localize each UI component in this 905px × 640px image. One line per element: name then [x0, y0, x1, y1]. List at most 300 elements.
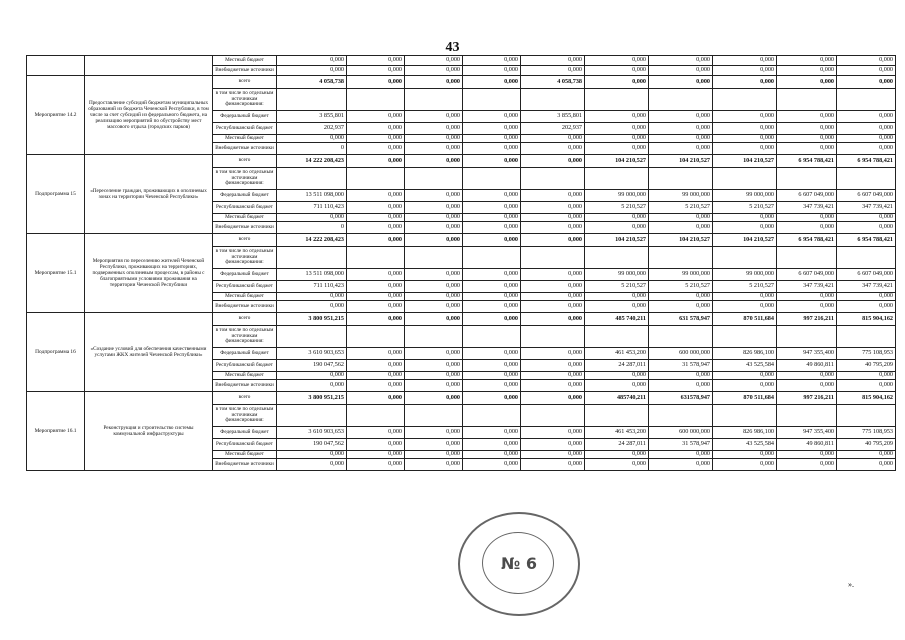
amount-cell: 6 954 788,421 — [777, 155, 837, 168]
amount-cell: 0,000 — [649, 459, 713, 471]
amount-cell: 0,000 — [347, 143, 405, 155]
amount-cell — [585, 168, 649, 190]
amount-cell: 0,000 — [649, 111, 713, 123]
amount-cell: 0,000 — [347, 155, 405, 168]
program-description — [85, 56, 213, 76]
amount-cell: 0,000 — [347, 392, 405, 405]
amount-cell: 0,000 — [649, 135, 713, 143]
amount-cell: 997 216,211 — [777, 313, 837, 326]
amount-cell: 0,000 — [463, 123, 521, 135]
amount-cell: 0,000 — [463, 190, 521, 202]
funding-source: Федеральный бюджет — [213, 269, 277, 281]
amount-cell: 870 511,684 — [713, 313, 777, 326]
amount-cell — [837, 89, 896, 111]
amount-cell: 104 210,527 — [585, 155, 649, 168]
amount-cell: 826 986,100 — [713, 348, 777, 360]
amount-cell: 0,000 — [277, 214, 347, 222]
program-name: Мероприятие 14.2 — [27, 76, 85, 155]
amount-cell: 0,000 — [585, 214, 649, 222]
amount-cell — [713, 405, 777, 427]
amount-cell: 0,000 — [405, 202, 463, 214]
amount-cell: 0,000 — [713, 76, 777, 89]
amount-cell: 0,000 — [277, 135, 347, 143]
program-description: «Переселение граждан, проживающих в оползневых зонах на территории Чеченской Республики» — [85, 155, 213, 234]
amount-cell: 997 216,211 — [777, 392, 837, 405]
amount-cell: 347 739,421 — [837, 202, 896, 214]
amount-cell: 0,000 — [463, 202, 521, 214]
amount-cell: 0,000 — [777, 459, 837, 471]
funding-source: Местный бюджет — [213, 372, 277, 380]
amount-cell: 0,000 — [713, 372, 777, 380]
amount-cell: 6 607 049,000 — [777, 190, 837, 202]
amount-cell: 461 453,200 — [585, 348, 649, 360]
program-description: Предоставление субсидий бюджетам муниципальных образований из бюджета Чеченской Республики, в том числе за счет субсидий из федерального бюджета, на реализацию мероприятий по обустройству мест массового отдыха (городских парков) — [85, 76, 213, 155]
amount-cell: 0,000 — [463, 111, 521, 123]
amount-cell: 0,000 — [405, 143, 463, 155]
amount-cell: 0,000 — [521, 348, 585, 360]
amount-cell: 0,000 — [463, 76, 521, 89]
amount-cell — [463, 405, 521, 427]
amount-cell: 6 954 788,421 — [837, 155, 896, 168]
amount-cell: 0,000 — [777, 66, 837, 76]
amount-cell: 0,000 — [405, 293, 463, 301]
amount-cell: 0,000 — [463, 459, 521, 471]
amount-cell: 202,937 — [277, 123, 347, 135]
amount-cell — [713, 89, 777, 111]
amount-cell: 0,000 — [713, 56, 777, 66]
amount-cell — [277, 405, 347, 427]
amount-cell: 0,000 — [837, 76, 896, 89]
amount-cell: 5 210,527 — [713, 281, 777, 293]
amount-cell: 0,000 — [405, 190, 463, 202]
amount-cell: 0,000 — [463, 392, 521, 405]
amount-cell: 775 108,953 — [837, 427, 896, 439]
amount-cell: 0,000 — [405, 301, 463, 313]
amount-cell: 0,000 — [347, 372, 405, 380]
amount-cell: 0,000 — [521, 214, 585, 222]
amount-cell: 0,000 — [463, 439, 521, 451]
amount-cell: 0,000 — [713, 451, 777, 459]
amount-cell — [463, 326, 521, 348]
amount-cell: 0,000 — [463, 301, 521, 313]
funding-source: Республиканский бюджет — [213, 360, 277, 372]
amount-cell: 49 860,811 — [777, 360, 837, 372]
amount-cell: 0,000 — [713, 293, 777, 301]
amount-cell: 5 210,527 — [713, 202, 777, 214]
amount-cell — [777, 326, 837, 348]
amount-cell: 0,000 — [585, 372, 649, 380]
amount-cell — [347, 247, 405, 269]
amount-cell: 0,000 — [837, 56, 896, 66]
stamp-number: № 6 — [501, 554, 537, 573]
funding-source: в том числе по отдельным источникам финансирования: — [213, 168, 277, 190]
amount-cell: 0,000 — [649, 66, 713, 76]
amount-cell: 13 511 098,000 — [277, 190, 347, 202]
amount-cell — [405, 89, 463, 111]
amount-cell: 0,000 — [521, 301, 585, 313]
amount-cell: 0,000 — [521, 135, 585, 143]
program-description: Мероприятия по переселению жителей Чеченской Республики, проживающих на территориях, подверженных оползневым процессам, в районы с благоприятными условиями проживания на территории Чеченской Республики — [85, 234, 213, 313]
amount-cell: 0,000 — [837, 372, 896, 380]
amount-cell: 0,000 — [347, 348, 405, 360]
amount-cell: 0,000 — [277, 372, 347, 380]
amount-cell: 0,000 — [405, 348, 463, 360]
amount-cell: 0,000 — [713, 459, 777, 471]
amount-cell: 0,000 — [405, 135, 463, 143]
amount-cell — [521, 247, 585, 269]
amount-cell: 0,000 — [405, 222, 463, 234]
program-description: «Создание условий для обеспечения качественными услугами ЖКХ жителей Чеченской Республики» — [85, 313, 213, 392]
amount-cell: 202,937 — [521, 123, 585, 135]
funding-source: всего — [213, 313, 277, 326]
funding-source: в том числе по отдельным источникам финансирования: — [213, 405, 277, 427]
amount-cell: 711 110,423 — [277, 202, 347, 214]
amount-cell: 0,000 — [463, 222, 521, 234]
amount-cell — [405, 168, 463, 190]
amount-cell — [585, 89, 649, 111]
funding-source: Внебюджетные источники — [213, 66, 277, 76]
amount-cell: 631578,947 — [649, 392, 713, 405]
amount-cell: 0,000 — [347, 459, 405, 471]
amount-cell: 0,000 — [837, 135, 896, 143]
amount-cell: 5 210,527 — [585, 202, 649, 214]
amount-cell: 14 222 208,423 — [277, 234, 347, 247]
amount-cell: 43 525,584 — [713, 360, 777, 372]
amount-cell: 0 — [277, 222, 347, 234]
amount-cell: 0,000 — [347, 451, 405, 459]
amount-cell: 0,000 — [837, 214, 896, 222]
amount-cell: 43 525,584 — [713, 439, 777, 451]
amount-cell: 0,000 — [463, 143, 521, 155]
amount-cell: 0,000 — [521, 459, 585, 471]
amount-cell: 0,000 — [405, 56, 463, 66]
amount-cell: 0,000 — [463, 372, 521, 380]
amount-cell: 0,000 — [649, 293, 713, 301]
amount-cell: 0,000 — [405, 372, 463, 380]
amount-cell — [713, 326, 777, 348]
amount-cell: 13 511 098,000 — [277, 269, 347, 281]
amount-cell — [777, 247, 837, 269]
amount-cell: 99 000,000 — [649, 269, 713, 281]
amount-cell — [347, 168, 405, 190]
amount-cell: 0,000 — [347, 214, 405, 222]
amount-cell — [777, 405, 837, 427]
amount-cell: 0,000 — [713, 143, 777, 155]
amount-cell: 0,000 — [347, 269, 405, 281]
table-row — [27, 155, 896, 168]
amount-cell: 0,000 — [405, 427, 463, 439]
amount-cell: 0,000 — [521, 372, 585, 380]
amount-cell: 0,000 — [347, 427, 405, 439]
amount-cell: 0,000 — [347, 56, 405, 66]
amount-cell: 0,000 — [837, 143, 896, 155]
amount-cell: 0,000 — [463, 214, 521, 222]
amount-cell: 0,000 — [649, 222, 713, 234]
amount-cell: 5 210,527 — [649, 202, 713, 214]
table-row — [27, 76, 896, 89]
amount-cell: 0,000 — [347, 190, 405, 202]
amount-cell: 0,000 — [777, 111, 837, 123]
amount-cell — [277, 168, 347, 190]
funding-source: Местный бюджет — [213, 135, 277, 143]
funding-source: Федеральный бюджет — [213, 348, 277, 360]
amount-cell: 870 511,684 — [713, 392, 777, 405]
amount-cell: 0,000 — [347, 360, 405, 372]
amount-cell: 0,000 — [649, 143, 713, 155]
amount-cell — [463, 89, 521, 111]
amount-cell: 0,000 — [837, 451, 896, 459]
amount-cell: 0,000 — [463, 293, 521, 301]
amount-cell: 0,000 — [521, 380, 585, 392]
amount-cell: 0,000 — [837, 111, 896, 123]
amount-cell: 0,000 — [521, 269, 585, 281]
amount-cell: 0,000 — [347, 439, 405, 451]
funding-source: Республиканский бюджет — [213, 202, 277, 214]
amount-cell: 0,000 — [649, 56, 713, 66]
amount-cell: 104 210,527 — [649, 155, 713, 168]
amount-cell: 947 355,400 — [777, 348, 837, 360]
amount-cell: 0,000 — [585, 66, 649, 76]
amount-cell — [347, 405, 405, 427]
amount-cell: 600 000,000 — [649, 427, 713, 439]
amount-cell — [777, 168, 837, 190]
amount-cell: 0,000 — [649, 123, 713, 135]
amount-cell: 0,000 — [585, 301, 649, 313]
amount-cell: 14 222 208,423 — [277, 155, 347, 168]
amount-cell: 3 855,801 — [277, 111, 347, 123]
amount-cell: 0,000 — [777, 372, 837, 380]
amount-cell: 0,000 — [777, 451, 837, 459]
amount-cell: 0 — [277, 143, 347, 155]
amount-cell — [713, 168, 777, 190]
amount-cell: 0,000 — [405, 155, 463, 168]
budget-table — [26, 55, 896, 471]
amount-cell: 461 453,200 — [585, 427, 649, 439]
amount-cell: 104 210,527 — [713, 155, 777, 168]
amount-cell: 104 210,527 — [713, 234, 777, 247]
amount-cell: 0,000 — [405, 123, 463, 135]
amount-cell: 0,000 — [837, 293, 896, 301]
amount-cell — [521, 326, 585, 348]
amount-cell: 99 000,000 — [585, 269, 649, 281]
amount-cell: 0,000 — [521, 451, 585, 459]
amount-cell — [463, 168, 521, 190]
amount-cell: 104 210,527 — [585, 234, 649, 247]
amount-cell: 0,000 — [521, 143, 585, 155]
amount-cell: 31 578,947 — [649, 439, 713, 451]
amount-cell: 0,000 — [277, 66, 347, 76]
amount-cell: 4 058,738 — [521, 76, 585, 89]
amount-cell — [713, 247, 777, 269]
funding-source: в том числе по отдельным источникам финансирования: — [213, 247, 277, 269]
amount-cell: 31 578,947 — [649, 360, 713, 372]
amount-cell: 0,000 — [521, 155, 585, 168]
amount-cell: 947 355,400 — [777, 427, 837, 439]
amount-cell: 826 986,100 — [713, 427, 777, 439]
amount-cell: 5 210,527 — [585, 281, 649, 293]
amount-cell: 0,000 — [837, 301, 896, 313]
amount-cell: 0,000 — [713, 135, 777, 143]
amount-cell: 0,000 — [277, 459, 347, 471]
amount-cell: 0,000 — [277, 380, 347, 392]
amount-cell: 0,000 — [521, 202, 585, 214]
amount-cell — [521, 89, 585, 111]
amount-cell: 0,000 — [347, 135, 405, 143]
program-name: Подпрограмма 16 — [27, 313, 85, 392]
amount-cell: 0,000 — [713, 222, 777, 234]
amount-cell: 0,000 — [521, 392, 585, 405]
amount-cell — [649, 405, 713, 427]
amount-cell: 3 800 951,215 — [277, 313, 347, 326]
amount-cell: 0,000 — [585, 56, 649, 66]
amount-cell — [521, 405, 585, 427]
amount-cell: 0,000 — [521, 190, 585, 202]
amount-cell: 0,000 — [277, 451, 347, 459]
amount-cell: 0,000 — [463, 135, 521, 143]
amount-cell: 0,000 — [405, 234, 463, 247]
amount-cell: 0,000 — [777, 76, 837, 89]
amount-cell: 347 739,421 — [777, 281, 837, 293]
amount-cell — [837, 405, 896, 427]
amount-cell: 0,000 — [777, 222, 837, 234]
funding-source: Местный бюджет — [213, 293, 277, 301]
amount-cell: 0,000 — [521, 313, 585, 326]
amount-cell: 99 000,000 — [649, 190, 713, 202]
amount-cell: 0,000 — [777, 56, 837, 66]
amount-cell: 3 855,801 — [521, 111, 585, 123]
amount-cell: 0,000 — [713, 301, 777, 313]
amount-cell: 0,000 — [585, 76, 649, 89]
amount-cell: 0,000 — [777, 301, 837, 313]
amount-cell: 0,000 — [521, 222, 585, 234]
amount-cell: 0,000 — [277, 301, 347, 313]
amount-cell: 0,000 — [713, 66, 777, 76]
amount-cell: 0,000 — [463, 155, 521, 168]
amount-cell: 0,000 — [347, 123, 405, 135]
amount-cell: 0,000 — [837, 380, 896, 392]
amount-cell: 0,000 — [347, 313, 405, 326]
funding-source: Федеральный бюджет — [213, 190, 277, 202]
amount-cell: 0,000 — [777, 123, 837, 135]
amount-cell: 0,000 — [649, 451, 713, 459]
amount-cell: 0,000 — [777, 214, 837, 222]
amount-cell: 0,000 — [405, 214, 463, 222]
amount-cell: 6 954 788,421 — [777, 234, 837, 247]
amount-cell: 0,000 — [347, 281, 405, 293]
amount-cell: 0,000 — [347, 234, 405, 247]
amount-cell: 0,000 — [837, 123, 896, 135]
amount-cell: 0,000 — [649, 380, 713, 392]
amount-cell: 775 108,953 — [837, 348, 896, 360]
amount-cell: 0,000 — [649, 76, 713, 89]
funding-source: Внебюджетные источники — [213, 301, 277, 313]
amount-cell: 0,000 — [347, 380, 405, 392]
amount-cell: 0,000 — [777, 143, 837, 155]
amount-cell: 0,000 — [463, 313, 521, 326]
funding-source: Внебюджетные источники — [213, 222, 277, 234]
amount-cell — [585, 326, 649, 348]
amount-cell: 0,000 — [405, 459, 463, 471]
funding-source: всего — [213, 155, 277, 168]
amount-cell: 0,000 — [347, 222, 405, 234]
amount-cell: 0,000 — [585, 451, 649, 459]
amount-cell: 99 000,000 — [713, 190, 777, 202]
amount-cell: 0,000 — [585, 293, 649, 301]
program-name: Мероприятие 15.1 — [27, 234, 85, 313]
amount-cell: 0,000 — [347, 293, 405, 301]
funding-source: Местный бюджет — [213, 56, 277, 66]
amount-cell: 0,000 — [405, 66, 463, 76]
amount-cell: 0,000 — [585, 143, 649, 155]
amount-cell: 815 904,162 — [837, 313, 896, 326]
amount-cell: 0,000 — [837, 222, 896, 234]
amount-cell: 6 607 049,000 — [837, 269, 896, 281]
amount-cell — [521, 168, 585, 190]
amount-cell: 0,000 — [405, 360, 463, 372]
amount-cell — [585, 247, 649, 269]
amount-cell: 0,000 — [463, 427, 521, 439]
amount-cell — [347, 89, 405, 111]
amount-cell: 0,000 — [405, 439, 463, 451]
table-row — [27, 313, 896, 326]
amount-cell: 0,000 — [463, 281, 521, 293]
amount-cell: 0,000 — [649, 301, 713, 313]
amount-cell: 711 110,423 — [277, 281, 347, 293]
amount-cell: 0,000 — [347, 111, 405, 123]
amount-cell: 631 578,947 — [649, 313, 713, 326]
amount-cell: 0,000 — [649, 214, 713, 222]
amount-cell — [277, 89, 347, 111]
amount-cell: 0,000 — [347, 202, 405, 214]
amount-cell: 0,000 — [405, 111, 463, 123]
amount-cell: 6 954 788,421 — [837, 234, 896, 247]
amount-cell: 0,000 — [521, 66, 585, 76]
amount-cell: 0,000 — [463, 360, 521, 372]
funding-source: всего — [213, 392, 277, 405]
amount-cell: 0,000 — [463, 66, 521, 76]
amount-cell: 49 860,811 — [777, 439, 837, 451]
amount-cell: 0,000 — [585, 459, 649, 471]
amount-cell: 0,000 — [347, 301, 405, 313]
amount-cell: 0,000 — [585, 111, 649, 123]
funding-source: всего — [213, 234, 277, 247]
amount-cell: 0,000 — [777, 135, 837, 143]
amount-cell: 0,000 — [277, 293, 347, 301]
amount-cell: 0,000 — [837, 459, 896, 471]
amount-cell: 485 740,211 — [585, 313, 649, 326]
amount-cell: 0,000 — [777, 293, 837, 301]
amount-cell: 0,000 — [585, 123, 649, 135]
amount-cell: 0,000 — [713, 123, 777, 135]
amount-cell: 0,000 — [405, 281, 463, 293]
amount-cell: 347 739,421 — [777, 202, 837, 214]
amount-cell — [277, 247, 347, 269]
amount-cell: 0,000 — [405, 269, 463, 281]
program-name — [27, 56, 85, 76]
program-name: Мероприятие 16.1 — [27, 392, 85, 471]
funding-source: Республиканский бюджет — [213, 281, 277, 293]
amount-cell: 0,000 — [521, 439, 585, 451]
amount-cell — [837, 168, 896, 190]
amount-cell: 0,000 — [521, 234, 585, 247]
amount-cell — [777, 89, 837, 111]
funding-source: в том числе по отдельным источникам финансирования: — [213, 89, 277, 111]
amount-cell: 0,000 — [837, 66, 896, 76]
funding-source: Внебюджетные источники — [213, 459, 277, 471]
amount-cell: 4 058,738 — [277, 76, 347, 89]
funding-source: Республиканский бюджет — [213, 123, 277, 135]
amount-cell — [837, 247, 896, 269]
